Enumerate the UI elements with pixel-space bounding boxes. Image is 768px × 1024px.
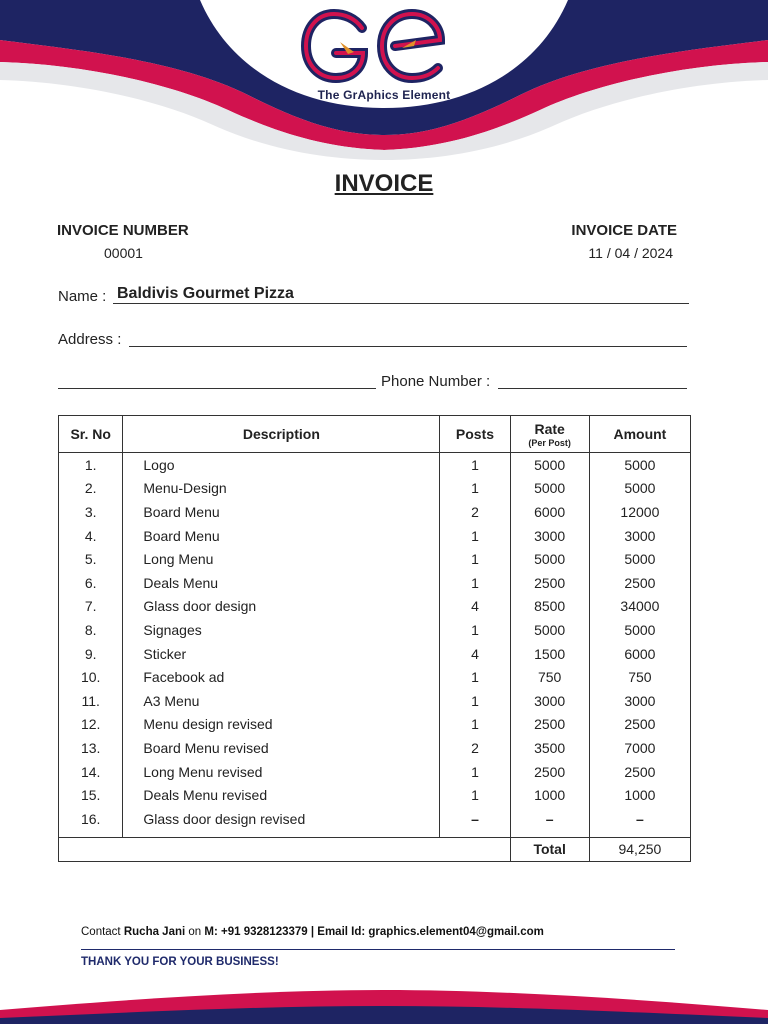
row-amount: 750	[589, 665, 690, 689]
row-amount: 2500	[589, 571, 690, 595]
footer-banner	[0, 960, 768, 1024]
contact-prefix: Contact	[81, 926, 121, 938]
contact-name: Rucha Jani	[123, 926, 186, 938]
brand-name: The GrAphics Element	[317, 88, 451, 102]
header-rate	[510, 416, 589, 453]
row-rate: 2500	[510, 713, 589, 737]
row-description: Logo	[123, 453, 440, 477]
row-description: Long Menu revised	[123, 760, 440, 784]
row-rate: 5000	[510, 547, 589, 571]
total-label: Total	[510, 837, 589, 862]
row-rate: 1500	[510, 642, 589, 666]
row-rate: 2500	[510, 571, 589, 595]
table-row	[59, 547, 691, 571]
header-description: Description	[123, 416, 440, 453]
row-amount: 5000	[589, 477, 690, 501]
row-rate: –	[510, 807, 589, 837]
invoice-number-value: 00001	[104, 245, 143, 261]
header-rate-sub: (Per Post)	[528, 437, 571, 448]
table-row	[59, 807, 691, 837]
table-header-row	[59, 416, 691, 453]
row-sr: 12.	[59, 713, 123, 737]
row-description: Menu-Design	[123, 477, 440, 501]
contact-phone: M: +91 9328123379	[204, 926, 308, 938]
address-label: Address :	[58, 331, 122, 348]
row-rate: 5000	[510, 477, 589, 501]
row-rate: 3000	[510, 524, 589, 548]
row-amount: 7000	[589, 736, 690, 760]
row-rate: 6000	[510, 500, 589, 524]
header-amount: Amount	[589, 416, 690, 453]
table-row	[59, 477, 691, 501]
row-description: Board Menu	[123, 524, 440, 548]
row-description: A3 Menu	[123, 689, 440, 713]
row-posts: 2	[440, 500, 510, 524]
row-rate: 5000	[510, 618, 589, 642]
blank-underline	[58, 388, 376, 389]
row-rate: 2500	[510, 760, 589, 784]
total-value: 94,250	[589, 837, 690, 862]
table-row	[59, 783, 691, 807]
row-sr: 3.	[59, 500, 123, 524]
row-description: Deals Menu revised	[123, 783, 440, 807]
table-row	[59, 524, 691, 548]
row-sr: 8.	[59, 618, 123, 642]
row-rate: 3500	[510, 736, 589, 760]
row-description: Signages	[123, 618, 440, 642]
row-amount: –	[589, 807, 690, 837]
row-posts: 1	[440, 783, 510, 807]
header-sr-no: Sr. No	[59, 416, 123, 453]
row-sr: 5.	[59, 547, 123, 571]
row-description: Board Menu revised	[123, 736, 440, 760]
total-row	[59, 837, 691, 862]
row-posts: 1	[440, 689, 510, 713]
footer-divider	[81, 949, 675, 950]
row-posts: –	[440, 807, 510, 837]
row-posts: 1	[440, 713, 510, 737]
row-description: Long Menu	[123, 547, 440, 571]
row-amount: 1000	[589, 783, 690, 807]
row-amount: 12000	[589, 500, 690, 524]
table-row	[59, 595, 691, 619]
row-sr: 10.	[59, 665, 123, 689]
row-posts: 1	[440, 571, 510, 595]
table-row	[59, 665, 691, 689]
invoice-items-table	[58, 415, 691, 862]
row-amount: 5000	[589, 453, 690, 477]
name-underline	[113, 303, 689, 304]
header-rate-label: Rate	[534, 420, 565, 437]
row-sr: 13.	[59, 736, 123, 760]
row-description: Deals Menu	[123, 571, 440, 595]
contact-on: on	[188, 926, 202, 938]
row-posts: 2	[440, 736, 510, 760]
row-amount: 2500	[589, 713, 690, 737]
row-rate: 3000	[510, 689, 589, 713]
row-amount: 34000	[589, 595, 690, 619]
phone-underline	[498, 388, 687, 389]
row-posts: 4	[440, 595, 510, 619]
table-row	[59, 618, 691, 642]
row-description: Menu design revised	[123, 713, 440, 737]
address-underline	[129, 346, 687, 347]
row-posts: 1	[440, 618, 510, 642]
total-spacer	[59, 837, 511, 862]
row-description: Glass door design revised	[123, 807, 440, 837]
row-amount: 2500	[589, 760, 690, 784]
row-amount: 3000	[589, 689, 690, 713]
row-sr: 15.	[59, 783, 123, 807]
row-rate: 750	[510, 665, 589, 689]
row-rate: 8500	[510, 595, 589, 619]
table-row	[59, 760, 691, 784]
table-row	[59, 571, 691, 595]
row-sr: 7.	[59, 595, 123, 619]
row-description: Facebook ad	[123, 665, 440, 689]
row-description: Board Menu	[123, 500, 440, 524]
phone-label: Phone Number :	[381, 373, 491, 390]
contact-line	[81, 926, 544, 938]
row-posts: 4	[440, 642, 510, 666]
invoice-number-label: INVOICE NUMBER	[57, 222, 189, 239]
row-posts: 1	[440, 524, 510, 548]
brand-logo-mark	[300, 8, 470, 84]
row-sr: 11.	[59, 689, 123, 713]
row-rate: 1000	[510, 783, 589, 807]
row-posts: 1	[440, 665, 510, 689]
name-label: Name :	[58, 288, 107, 305]
row-amount: 6000	[589, 642, 690, 666]
row-sr: 6.	[59, 571, 123, 595]
contact-email: | Email Id: graphics.element04@gmail.com	[310, 926, 544, 938]
row-amount: 3000	[589, 524, 690, 548]
row-sr: 1.	[59, 453, 123, 477]
row-posts: 1	[440, 760, 510, 784]
invoice-date-value: 11 / 04 / 2024	[588, 245, 673, 261]
invoice-date-label: INVOICE DATE	[571, 222, 677, 239]
row-posts: 1	[440, 453, 510, 477]
table-row	[59, 453, 691, 477]
table-row	[59, 500, 691, 524]
row-description: Glass door design	[123, 595, 440, 619]
table-row	[59, 642, 691, 666]
row-sr: 16.	[59, 807, 123, 837]
name-value: Baldivis Gourmet Pizza	[117, 285, 294, 302]
row-sr: 9.	[59, 642, 123, 666]
table-row	[59, 689, 691, 713]
thank-you-note: THANK YOU FOR YOUR BUSINESS!	[81, 956, 279, 968]
table-row	[59, 736, 691, 760]
invoice-title: INVOICE	[334, 170, 434, 197]
header-posts: Posts	[440, 416, 510, 453]
row-amount: 5000	[589, 547, 690, 571]
row-amount: 5000	[589, 618, 690, 642]
row-description: Sticker	[123, 642, 440, 666]
row-posts: 1	[440, 547, 510, 571]
row-sr: 14.	[59, 760, 123, 784]
row-sr: 2.	[59, 477, 123, 501]
row-posts: 1	[440, 477, 510, 501]
row-sr: 4.	[59, 524, 123, 548]
table-row	[59, 713, 691, 737]
row-rate: 5000	[510, 453, 589, 477]
